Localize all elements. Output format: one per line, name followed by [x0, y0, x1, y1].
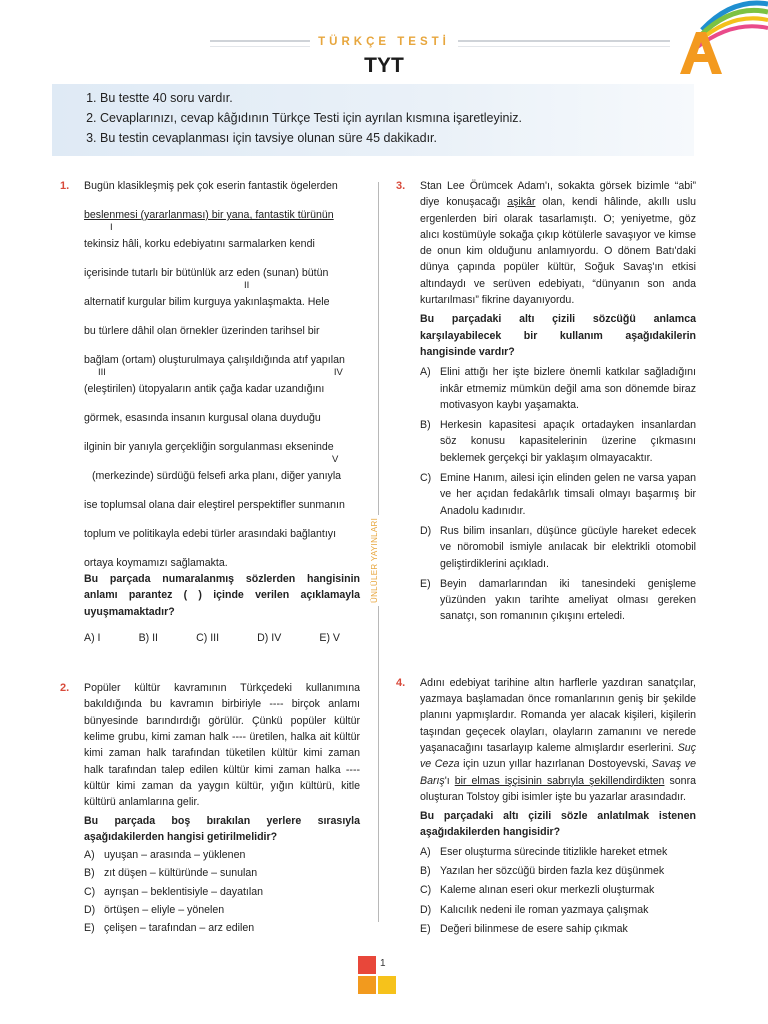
roman-numeral: V [332, 454, 339, 465]
question-text-line: içerisinde tutarlı bir bütünlük arz eden (sunan) bütün II [84, 265, 360, 294]
option-a[interactable]: A) Eser oluşturma sürecinde titizlikle hareket etmek [420, 845, 668, 858]
question-text-line: ise toplumsal olana dair eleştirel perspektifler sunmanın [84, 499, 345, 511]
numbered-phrase: beslenmesi (yararlanması) bir yana, fantastik türünün [84, 209, 334, 221]
roman-numeral: III [98, 367, 106, 378]
question-text: Adını edebiyat tarihine altın harflerle yazdıran sanatçılar, yazmaya başlamadan önce romanlarının geniş bir şekilde planını yapmışlardır. Romanda yer alacak kişileri, kişilerin taşından geçecek olayları, olayların zamanını ve nerede yaşanacağını tasarlayıp kaleme almışlardır eserlerini. Suç ve Ceza için uzun yıllar hazırlanan Dostoyevski, Savaş ve Barış'ı bir elmas işçisinin sabrıyla şekillendirdikten sonra oluşturan Tolstoy gibi isimler işte bu yazarlar arasındadır. [420, 676, 696, 803]
right-column [396, 178, 696, 937]
option-d[interactable]: D) Rus bilim insanları, düşünce gücüyle hareket edecek ve nöromobil ismiyle anılacak bir elektrikli otomobil geliştirdiklerini açıkladı. [420, 524, 696, 570]
question-number: 1. [60, 180, 70, 192]
roman-numeral: II [244, 280, 250, 291]
question-text-line: bağlam (ortam) oluşturulmaya çalışıldığında atıf yapılan III IV [84, 354, 345, 378]
option-b[interactable]: B) zıt düşen – kültüründe – sunulan [84, 867, 258, 880]
question-text-line: ortaya koymamızı sağlamakta. [84, 557, 228, 569]
question-text: Stan Lee Örümcek Adam'ı, sokakta görsek bizimle “abi” diye konuşacağı aşikâr olan, kendi hâlinde, akıllı uslu ergenlerden biri olarak tasarlamıştı. O; yeniyetme, göz alıcı kostümüyle sokağa çıkıp kötülerle savaşıyor ve kimse de onun kim olduğunu anlamıyordu. O dönem Batı'daki dünya çapında popüler kültür, Soğuk Savaş'ın etkisi altındaydı ve serüven edebiyatı, “dünyanın son anda kurtarılması” fikrine dayanıyordu. [420, 180, 696, 307]
question-text-line [84, 207, 360, 236]
option-b[interactable]: B) Yazılan her sözcüğü birden fazla kez düşünmek [420, 864, 665, 877]
instructions-box [52, 84, 694, 156]
publisher-side-label: ÜNLÜLER YAYINLARI [366, 520, 390, 610]
question-4 [396, 675, 696, 937]
question-stem: Bu parçadaki altı çizili sözle anlatılmak istenen aşağıdakilerden hangisidir? [420, 810, 696, 839]
question-2 [60, 680, 360, 936]
question-text-line: alternatif kurgular bilim kurguya yakınlaşmakta. Hele [84, 296, 330, 308]
option-a[interactable]: A) Elini attığı her işte bizlere önemli katkılar sağladığını inkâr etmemiz mümkün değil ama son dönemde biraz motivasyon kaybı yaşamakta. [420, 366, 696, 411]
option-a[interactable]: A) I [84, 631, 101, 644]
option-d[interactable]: D) IV [257, 631, 282, 644]
option-e[interactable]: E) V [319, 631, 340, 644]
option-row [84, 630, 360, 646]
question-stem: Bu parçada numaralanmış sözlerden hangisinin anlamı parantez ( ) içinde verilen açıklamayla uyuşmamaktadır? [84, 573, 360, 618]
question-stem: Bu parçada boş bırakılan yerlere sırasıyla aşağıdakilerden hangisi getirilmelidir? [84, 814, 360, 843]
question-number: 3. [396, 180, 406, 192]
question-text: Popüler kültür kavramının Türkçedeki kullanımına bakıldığında bu kavramın birbiriyle ---- birçok anlamı bünyesinde barındırdığı görülür. Çünkü popüler kültür kelime grubu, kimi zaman halk ---- üretilen, halka ait kültür kimi zaman halk tarafından tüketilen kültür kimi zaman halk tarafından talep edilen kültür kimi zaman halka ---- kültür kimi zaman da yaygın kültür, yığın kültürü, kitle kültürü anlamlarına gelir. [84, 682, 360, 809]
option-b[interactable]: B) Herkesin kapasitesi apaçık ortadayken insanlardan söz konusu kapasitelerinin üzerine çıkmasını beklemek gerçekçi bir yaklaşım olmayacaktır. [420, 419, 696, 464]
question-stem: Bu parçadaki altı çizili sözcüğü anlamca karşılayabilecek bir kullanım aşağıdakilerin hangisinde vardır? [420, 313, 696, 358]
exam-title: TYT [364, 54, 404, 77]
option-e[interactable]: E) Beyin damarlarından iki tanesindeki genişleme yüzünden yakın tarihte ameliyat olması gereken sanatçı, son romanının çıkışını erteledi. [420, 577, 696, 623]
roman-numeral: IV [333, 367, 343, 378]
question-text-line: bu türlere dâhil olan örnekler üzerinden tarihsel bir [84, 325, 320, 337]
option-a[interactable]: A) uyuşan – arasında – yüklenen [84, 849, 246, 862]
instructions-list [52, 84, 694, 148]
question-text-line: (eleştirilen) ütopyaların antik çağa kadar uzandığını [84, 383, 325, 395]
option-e[interactable]: E) Değeri bilinmese de esere sahip çıkmak [420, 922, 628, 935]
question-text-line: ilginin bir yanıyla gerçekliğin sorgulanması ekseninde V [84, 439, 360, 468]
option-c[interactable]: C) ayrışan – beklentisiyle – dayatılan [84, 885, 263, 898]
question-1 [60, 178, 360, 646]
question-3 [396, 178, 696, 625]
instruction-item: 1. Bu testte 40 soru vardır. [100, 88, 694, 108]
option-e[interactable]: E) çelişen – tarafından – arz edilen [84, 922, 255, 935]
question-text-line: görmek, esasında insanın kurgusal olana duyduğu [84, 412, 321, 424]
left-column [60, 178, 360, 937]
option-b[interactable]: B) II [138, 631, 159, 644]
underlined-phrase: bir elmas işçisinin sabrıyla şekillendirdikten [454, 774, 665, 787]
option-c[interactable]: C) III [196, 631, 220, 644]
question-text-line: tekinsiz hâli, korku edebiyatını sarmalarken kendi [84, 238, 315, 250]
option-d[interactable]: D) Kalıcılık nedeni ile roman yazmaya çalışmak [420, 903, 649, 916]
question-number: 4. [396, 676, 406, 689]
page-number: 1 [380, 958, 386, 969]
option-c[interactable]: C) Emine Hanım, ailesi için elinden gelen ne varsa yapan ve her açıdan fedakârlık timsali olmayı başarmış bir Anadolu kadınıdır. [420, 472, 696, 517]
test-title: TÜRKÇE TESTİ [0, 36, 768, 48]
publisher-logo [672, 0, 768, 78]
option-d[interactable]: D) örtüşen – eliyle – yönelen [84, 904, 225, 917]
question-number: 2. [60, 682, 70, 695]
instruction-item: 3. Bu testin cevaplanması için tavsiye olunan süre 45 dakikadır. [100, 128, 694, 148]
option-c[interactable]: C) Kaleme alınan eseri okur merkezli oluşturmak [420, 884, 655, 897]
question-text-line: toplum ve politikayla edebi türler arasındaki bağlantıyı [84, 528, 337, 540]
question-text-line: Bugün klasikleşmiş pek çok eserin fantastik ögelerden [84, 180, 338, 192]
instruction-item: 2. Cevaplarınızı, cevap kâğıdının Türkçe Testi için ayrılan kısmına işaretleyiniz. [100, 108, 694, 128]
question-text-line: (merkezinde) sürdüğü felsefi arka planı, diğer yanıyla [92, 470, 342, 482]
underlined-word: aşikâr [507, 196, 536, 209]
roman-numeral: I [110, 222, 113, 233]
